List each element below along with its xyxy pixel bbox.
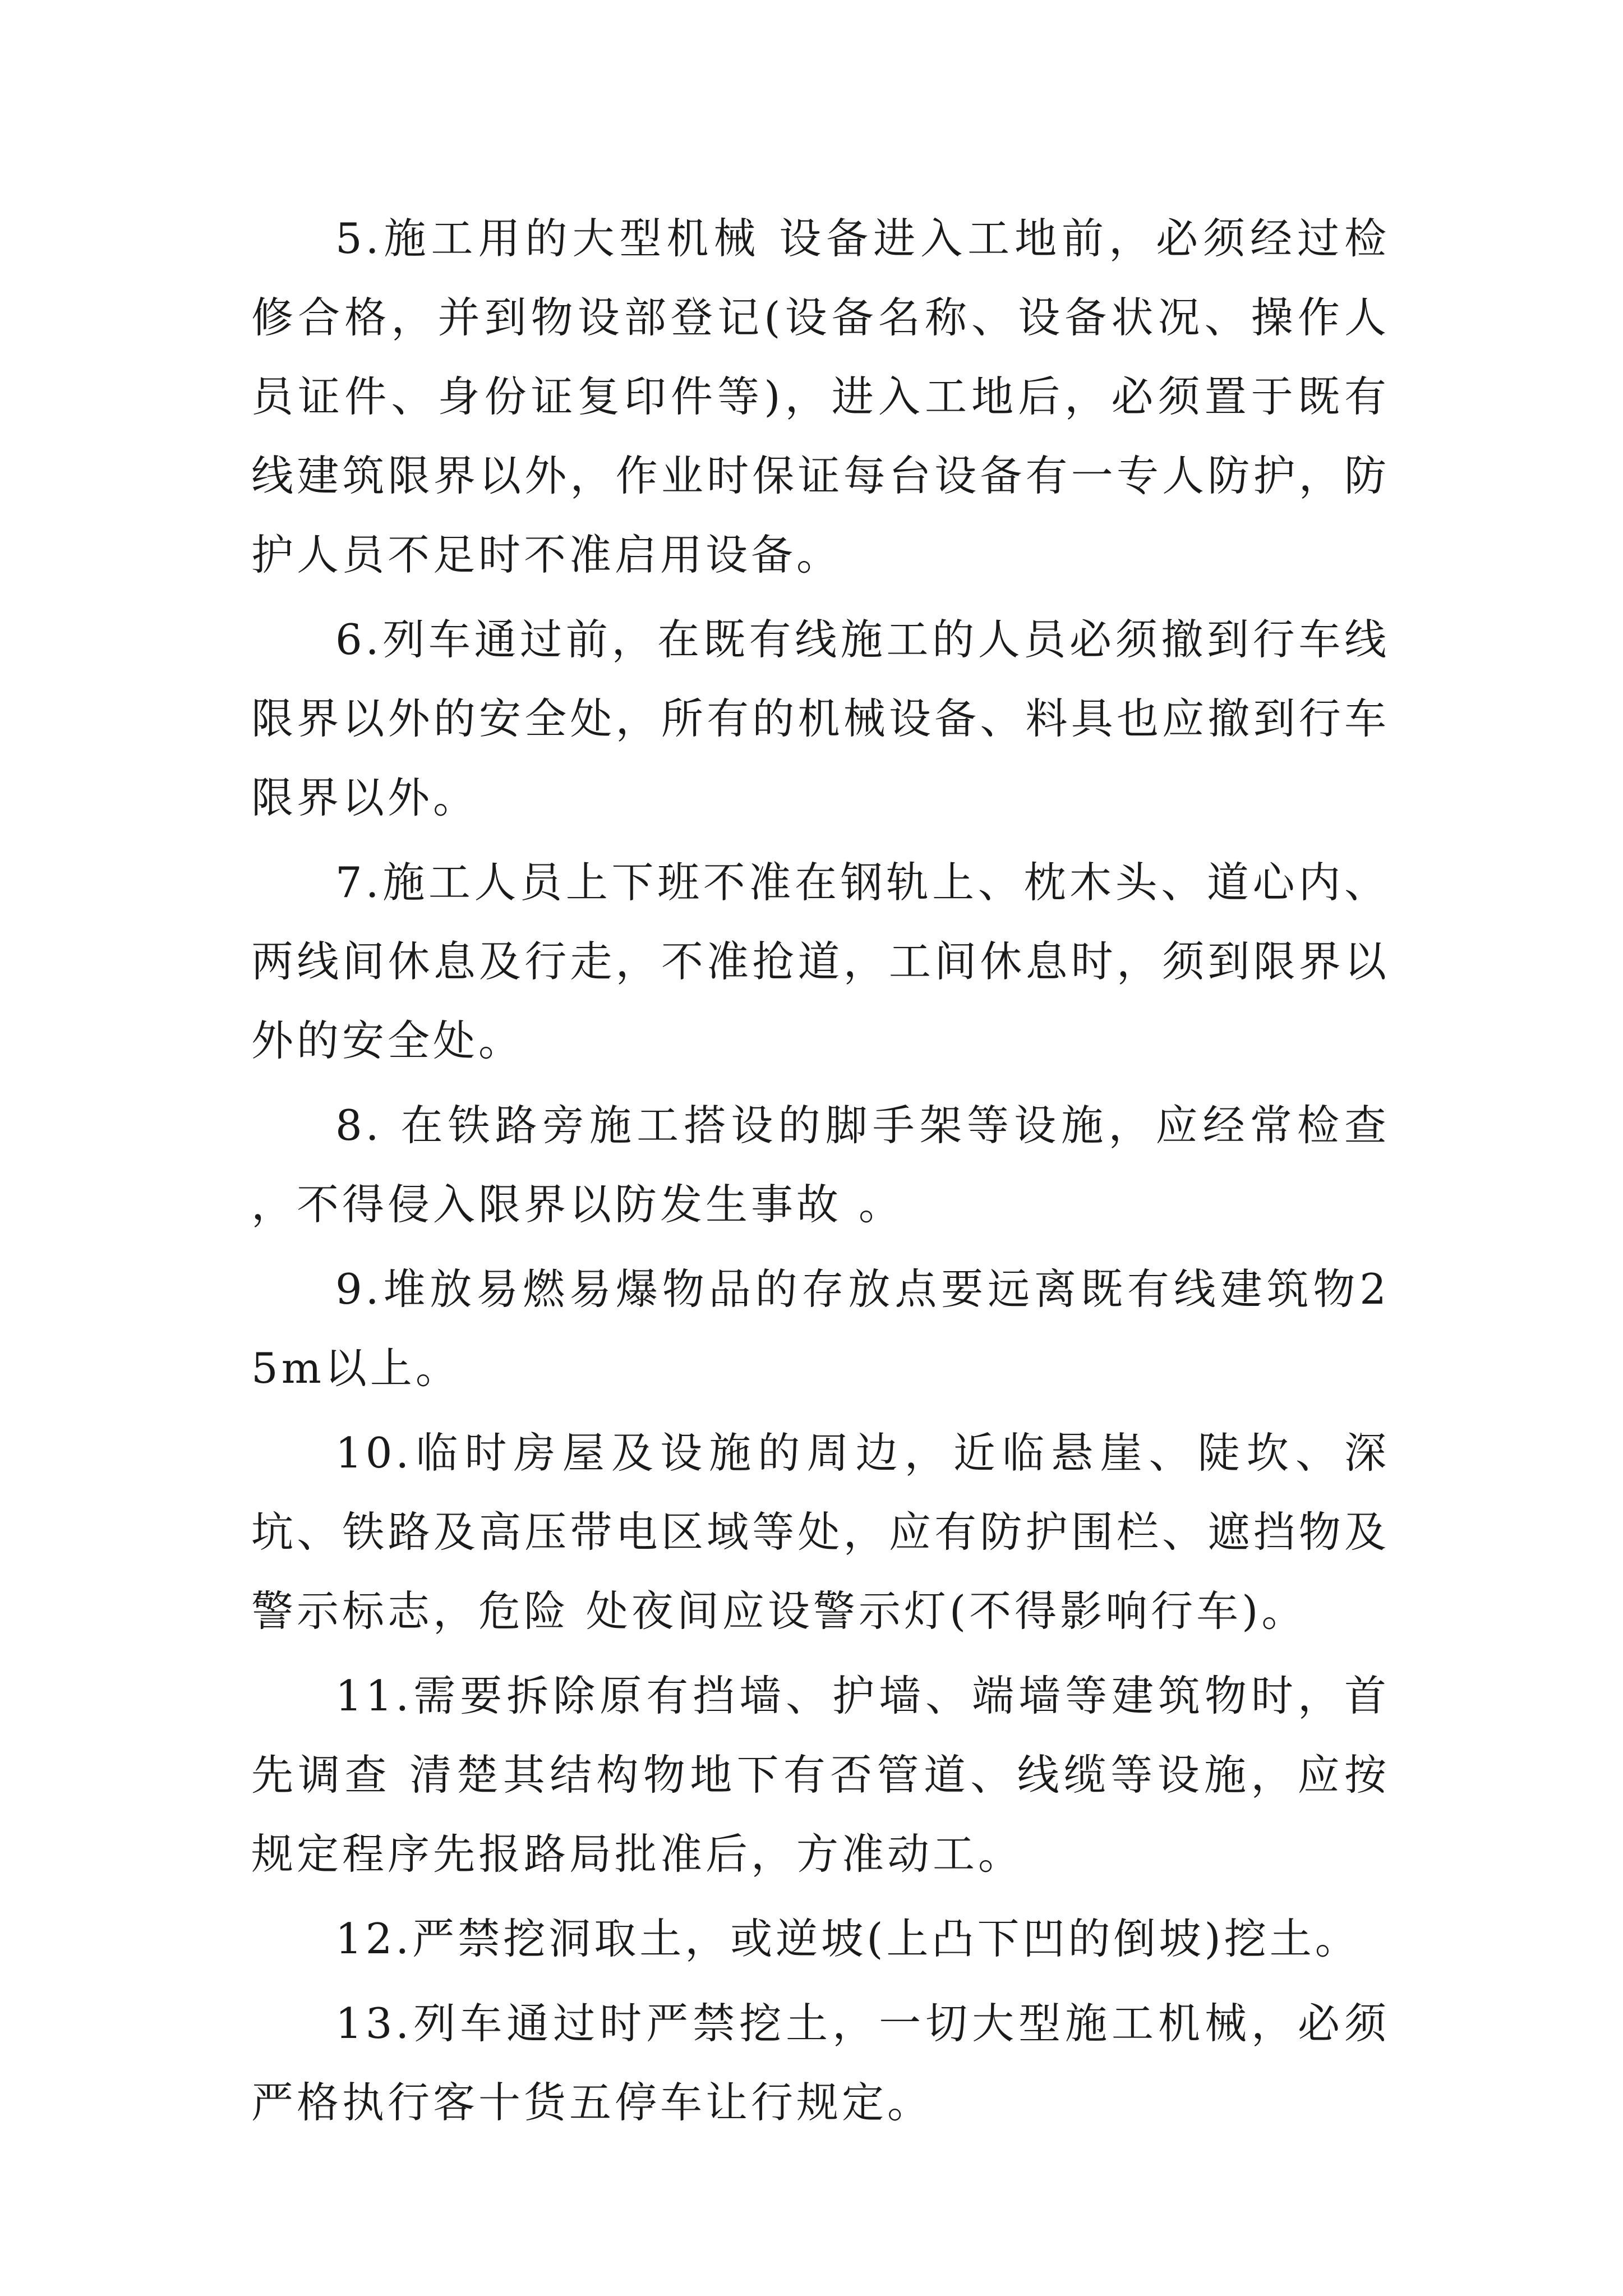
paragraph-item-8: 8. 在铁路旁施工搭设的脚手架等设施，应经常检查 ，不得侵入限界以防发生事故 。: [251, 1101, 1390, 1229]
paragraph-item-13: 13.列车通过时严禁挖土，一切大型施工机械，必须严格执行客十货五停车让行规定。: [251, 1999, 1390, 2127]
paragraph-item-10: 10.临时房屋及设施的周边，近临悬崖、陡坎、深坑、铁路及高压带电区域等处，应有防护围栏、遮挡物及警示标志，危险 处夜间应设警示灯(不得影响行车)。: [251, 1428, 1390, 1636]
paragraph-item-6: 6.列车通过前，在既有线施工的人员必须撤到行车线限界以外的安全处，所有的机械设备、料具也应撤到行车限界以外。: [251, 615, 1390, 822]
paragraph-item-7: 7.施工人员上下班不准在钢轨上、枕木头、道心内、两线间休息及行走，不准抢道，工间休息时，须到限界以外的安全处。: [251, 858, 1390, 1065]
paragraph-item-11: 11.需要拆除原有挡墙、护墙、端墙等建筑物时，首先调查 清楚其结构物地下有否管道、线缆等设施，应按规定程序先报路局批准后，方准动工。: [251, 1671, 1390, 1879]
document-body: [251, 199, 1390, 2148]
paragraph-item-12: 12.严禁挖洞取土，或逆坡(上凸下凹的倒坡)挖土。: [335, 1914, 1361, 1963]
paragraph-item-9: 9.堆放易燃易爆物品的存放点要远离既有线建筑物25m以上。: [251, 1264, 1390, 1393]
paragraph-item-5: 5.施工用的大型机械 设备进入工地前，必须经过检修合格，并到物设部登记(设备名称、设备状况、操作人员证件、身份证复印件等)，进入工地后，必须置于既有线建筑限界以外，作业时保证每台设备有一专人防护，防护人员不足时不准启用设备。: [251, 214, 1390, 579]
